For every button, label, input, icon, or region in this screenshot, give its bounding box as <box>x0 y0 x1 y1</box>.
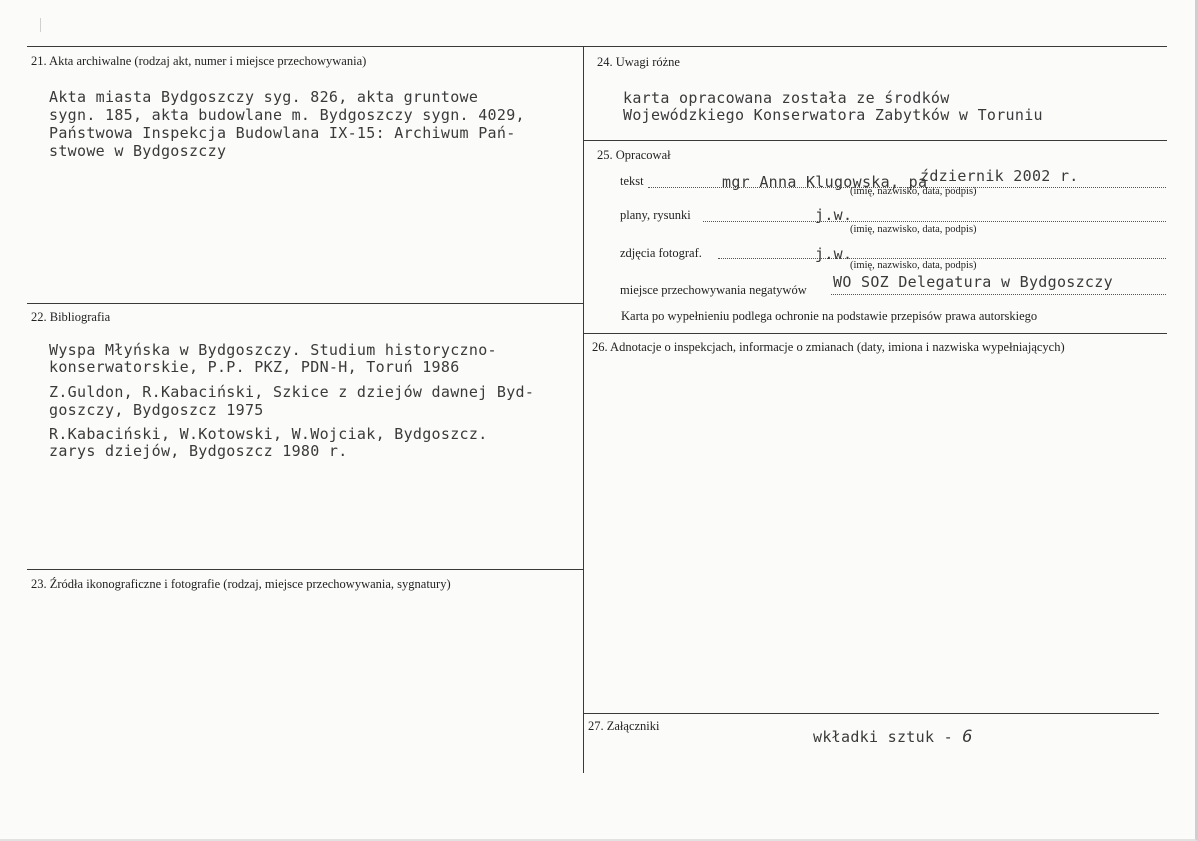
miejsce-line <box>831 294 1166 295</box>
plany-value: j.w. <box>815 206 853 224</box>
column-divider <box>583 46 584 773</box>
zdjecia-line <box>718 258 1166 259</box>
copyright-note: Karta po wypełnieniu podlega ochronie na podstawie przepisów prawa autorskiego <box>621 309 1038 323</box>
section-27-header: 27. Załączniki <box>588 719 660 733</box>
tekst-value-date: ździernik 2002 r. <box>920 167 1079 185</box>
zdjecia-label: zdjęcia fotograf. <box>620 246 702 260</box>
attachments-value <box>813 728 973 747</box>
bibliography-entry-line: zarys dziejów, Bydgoszcz 1980 r. <box>49 442 348 460</box>
miejsce-label: miejsce przechowywania negatywów <box>620 283 807 297</box>
section-21-header: 21. Akta archiwalne (rodzaj akt, numer i miejsce przechowywania) <box>31 54 367 68</box>
bibliography-entry-line: Wyspa Młyńska w Bydgoszczy. Studium historyczno- <box>49 341 497 359</box>
bibliography-entry-line: konserwatorskie, P.P. PKZ, PDN-H, Toruń 1986 <box>49 358 460 376</box>
plany-line <box>703 221 1166 222</box>
rule-24-25 <box>583 140 1167 141</box>
section-23-header: 23. Źródła ikonograficzne i fotografie (rodzaj, miejsce przechowywania, sygnatury) <box>31 577 451 591</box>
rule-21-22 <box>27 303 584 304</box>
bibliography-entry-line: Z.Guldon, R.Kabaciński, Szkice z dziejów dawnej Byd- <box>49 383 535 401</box>
plany-caption: (imię, nazwisko, data, podpis) <box>850 224 977 235</box>
bibliography-entry-line: R.Kabaciński, W.Kotowski, W.Wojciak, Bydgoszcz. <box>49 425 488 443</box>
tekst-value: mgr Anna Klugowska, pa <box>722 173 928 191</box>
rule-26-27 <box>583 713 1159 714</box>
miejsce-value: WO SOZ Delegatura w Bydgoszczy <box>833 273 1113 291</box>
zdjecia-value: j.w. <box>815 245 853 263</box>
section-24-line: karta opracowana została ze środków <box>623 89 950 107</box>
section-24-header: 24. Uwagi różne <box>597 55 680 69</box>
section-24-line: Wojewódzkiego Konserwatora Zabytków w Toruniu <box>623 106 1043 124</box>
tekst-caption: (imię, nazwisko, data, podpis) <box>850 186 977 197</box>
zdjecia-caption: (imię, nazwisko, data, podpis) <box>850 260 977 271</box>
section-21-line: stwowe w Bydgoszczy <box>49 142 227 160</box>
top-rule <box>27 46 1167 47</box>
attachments-count: 6 <box>962 727 973 747</box>
section-26-header: 26. Adnotacje o inspekcjach, informacje o zmianach (daty, imiona i nazwiska wypełniających) <box>592 340 1065 354</box>
bibliography-entry-line: goszczy, Bydgoszcz 1975 <box>49 401 264 419</box>
attachments-text: wkładki sztuk - <box>813 728 963 746</box>
section-22-header: 22. Bibliografia <box>31 310 111 324</box>
section-21-line: Akta miasta Bydgoszczy syg. 826, akta gruntowe <box>49 88 479 106</box>
plany-label: plany, rysunki <box>620 208 691 222</box>
section-21-line: sygn. 185, akta budowlane m. Bydgoszczy sygn. 4029, <box>49 106 525 124</box>
rule-22-23 <box>27 569 584 570</box>
tekst-label: tekst <box>620 174 644 188</box>
rule-25-26 <box>583 333 1167 334</box>
section-21-line: Państwowa Inspekcja Budowlana IX-15: Archiwum Pań- <box>49 124 516 142</box>
scan-mark <box>40 18 44 32</box>
section-25-header: 25. Opracował <box>597 148 671 162</box>
